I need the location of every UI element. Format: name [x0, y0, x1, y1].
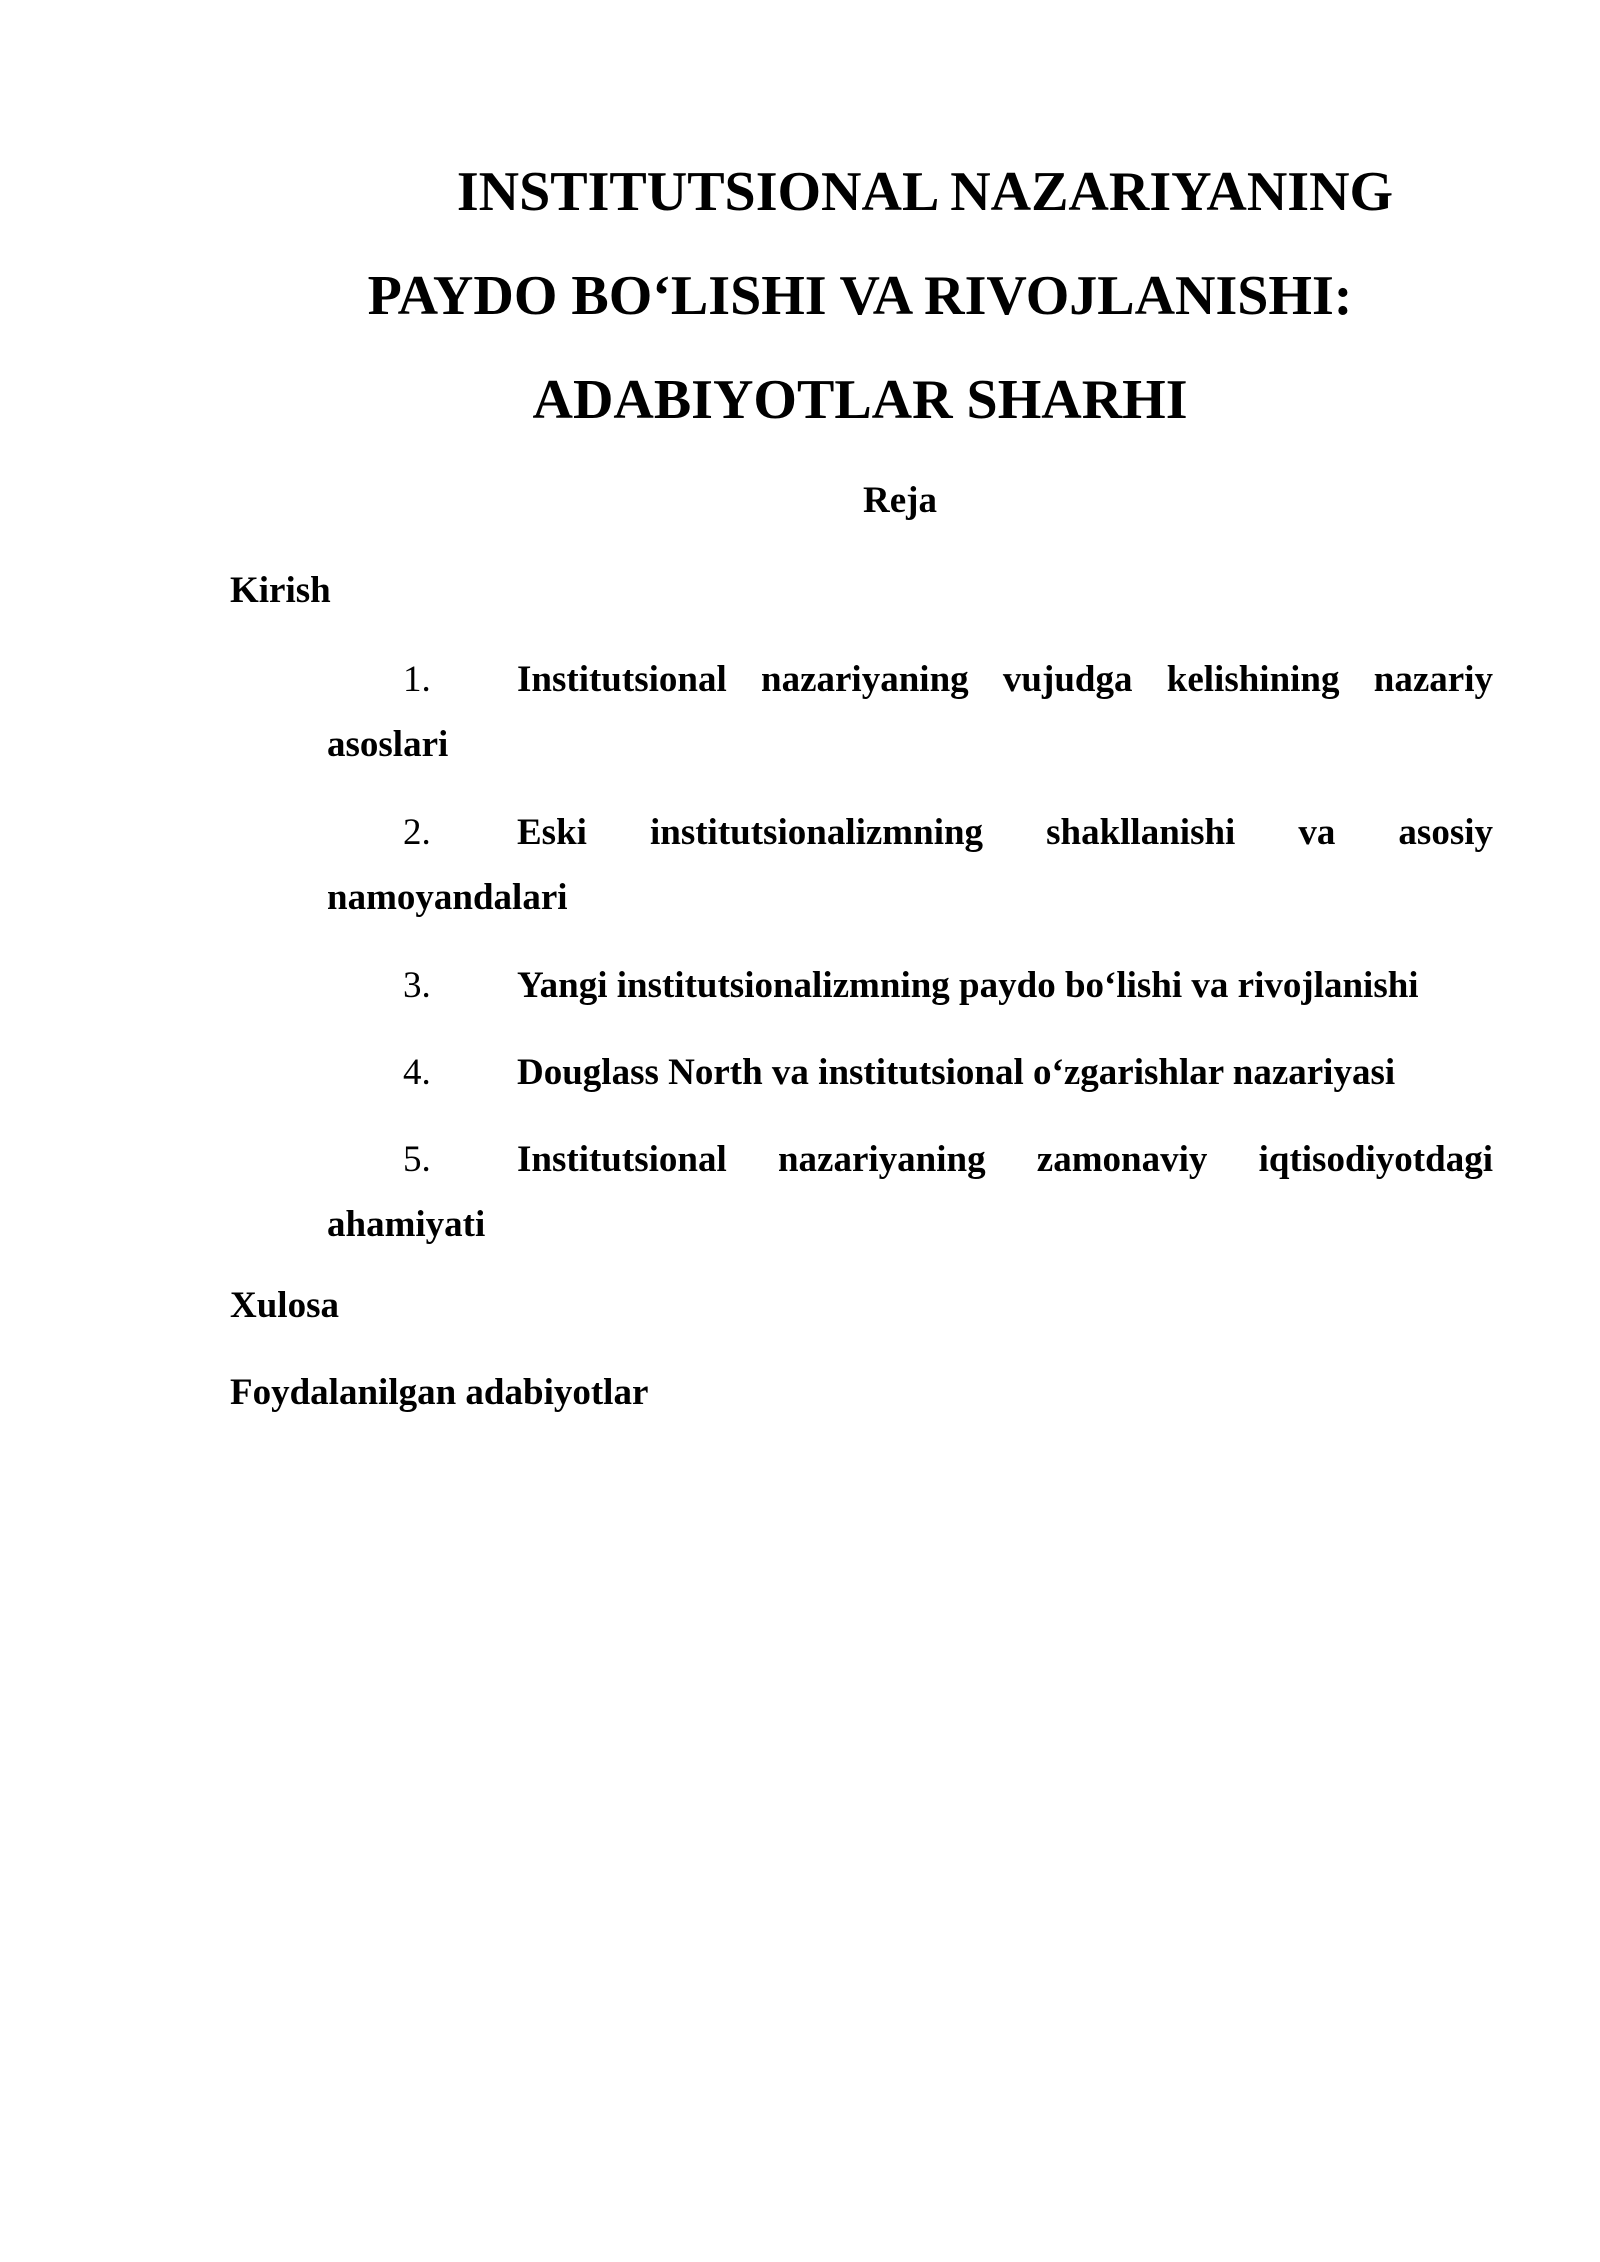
- conclusion-heading: Xulosa: [230, 1285, 339, 1326]
- plan-item-text: Douglass North va institutsional o‘zgarishlar nazariyasi: [517, 1052, 1396, 1093]
- title-line-2: PAYDO BO‘LISHI VA RIVOJLANISHI:: [367, 265, 1353, 327]
- intro-heading: Kirish: [230, 570, 331, 611]
- plan-item: [327, 1040, 1493, 1105]
- plan-item-text: Eski institutsionalizmning shakllanishi va asosiy namoyandalari: [327, 812, 1493, 918]
- plan-item: [327, 800, 1493, 930]
- plan-item-number: 3.: [403, 965, 431, 1006]
- plan-item: [327, 1127, 1493, 1257]
- plan-item: [327, 647, 1493, 777]
- document-title: [230, 140, 1490, 452]
- plan-item-text: Institutsional nazariyaning vujudga kelishining nazariy asoslari: [327, 659, 1493, 765]
- title-line-3: ADABIYOTLAR SHARHI: [532, 369, 1188, 431]
- plan-item-number: 1.: [403, 659, 431, 700]
- plan-item-number: 4.: [403, 1052, 431, 1093]
- plan-item-number: 5.: [403, 1139, 431, 1180]
- plan-item-text: Institutsional nazariyaning zamonaviy iqtisodiyotdagi ahamiyati: [327, 1139, 1493, 1245]
- references-heading: Foydalanilgan adabiyotlar: [230, 1372, 649, 1413]
- plan-item-number: 2.: [403, 812, 431, 853]
- plan-heading: Reja: [863, 480, 937, 521]
- title-line-1: INSTITUTSIONAL NAZARIYANING: [456, 161, 1394, 223]
- plan-item-text: Yangi institutsionalizmning paydo bo‘lishi va rivojlanishi: [517, 965, 1419, 1006]
- plan-item: [327, 953, 1493, 1018]
